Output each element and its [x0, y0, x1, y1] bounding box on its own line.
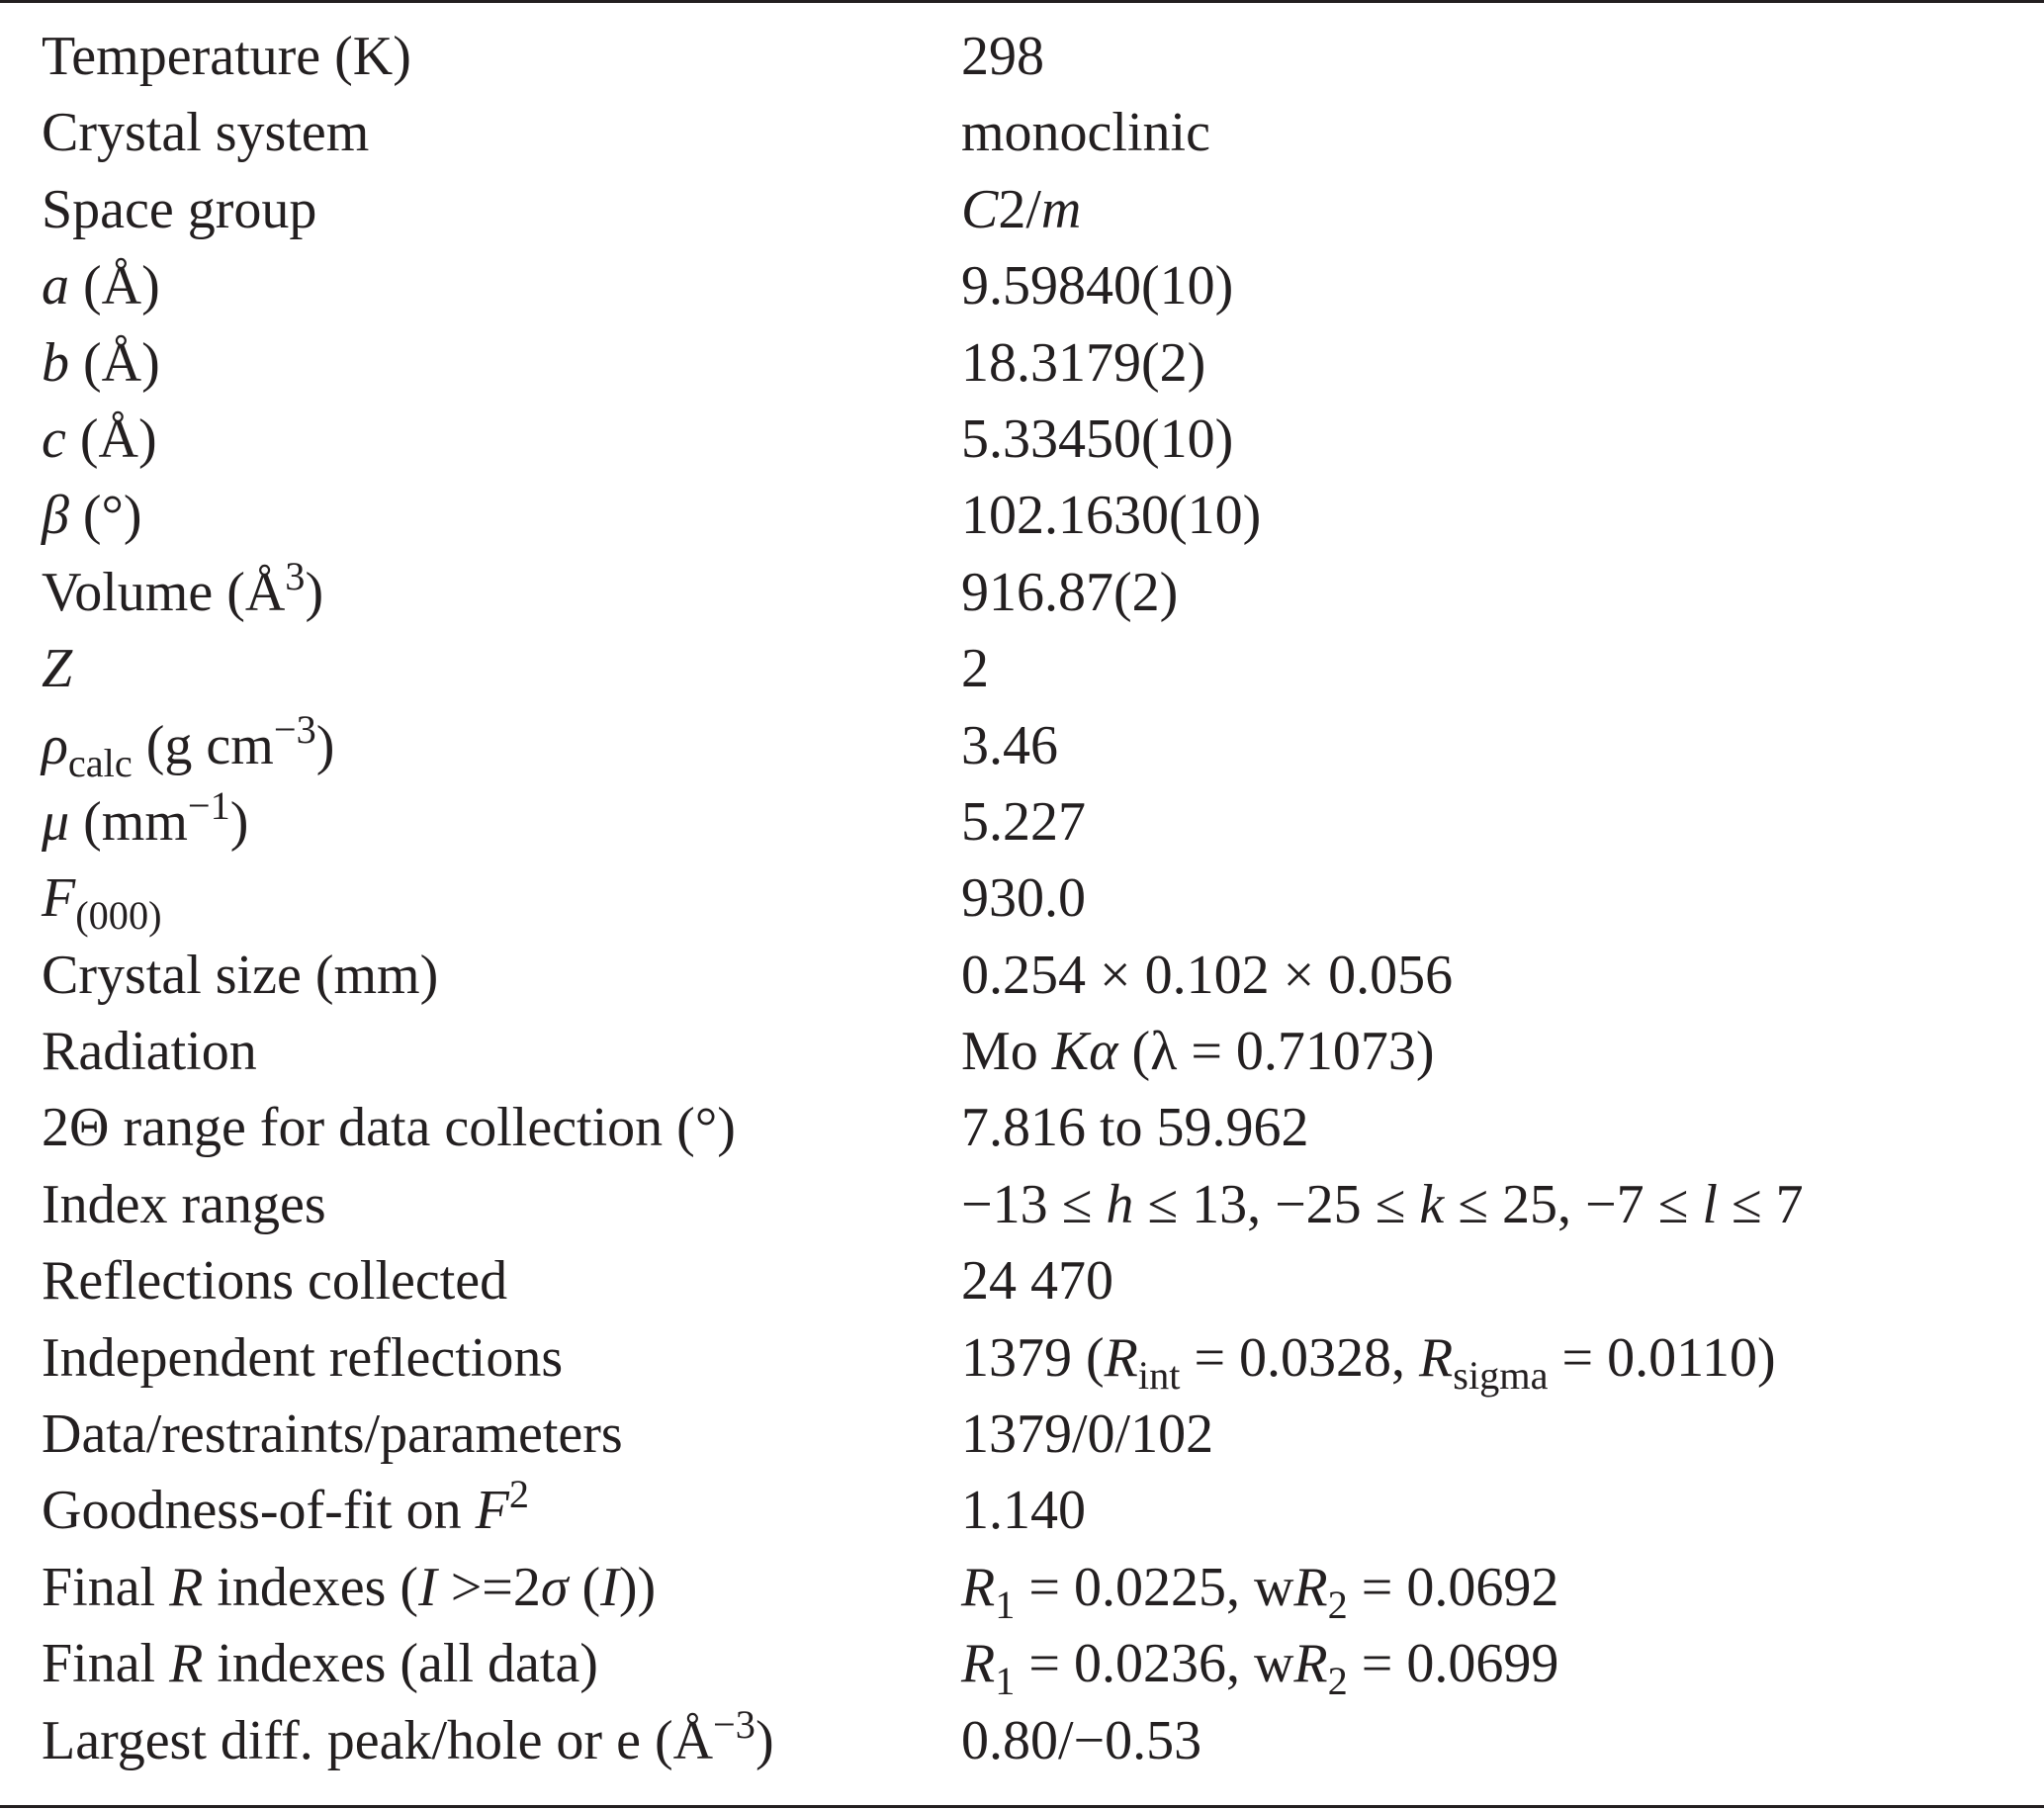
row-value: $R_1 = 0.0225$, $wR_2 = 0.0692$ [961, 1556, 1559, 1627]
row-value: monoclinic [961, 102, 1210, 164]
row-value: 9.59840(10) [961, 255, 1234, 317]
row-value: Mo Kα (λ = 0.71073) [961, 1021, 1435, 1083]
row-value: 102.1630(10) [961, 485, 1262, 547]
table-row [0, 784, 2044, 860]
row-value: 5.33450(10) [961, 407, 1234, 470]
row-value: 1379 ($R_{int} = 0.0328$, $R_{sigma} = 0.0110$) [961, 1326, 1776, 1398]
row-label: Space group [42, 178, 317, 240]
row-label: Data/restraints/parameters [42, 1403, 623, 1466]
row-value: $R_1 = 0.0236$, $wR_2 = 0.0699$ [961, 1633, 1559, 1704]
row-label: Crystal size (mm) [42, 944, 439, 1006]
row-value: 0.254 × 0.102 × 0.056 [961, 944, 1454, 1006]
row-value: 3.46 [961, 714, 1058, 776]
row-label: Largest diff. peak/hole or e $(Å^{-3})$ [42, 1701, 774, 1771]
row-label: a (Å) [42, 255, 160, 317]
row-value: 24 470 [961, 1250, 1113, 1312]
row-label: Crystal system [42, 102, 370, 164]
table-bottom-rule [0, 1805, 2044, 1808]
row-value: 18.3179(2) [961, 331, 1206, 394]
table-row [0, 325, 2044, 402]
row-value: 0.80/−0.53 [961, 1709, 1202, 1771]
table-row [0, 1473, 2044, 1549]
row-label: b (Å) [42, 331, 160, 394]
row-label: Final R indexes (all data) [42, 1633, 598, 1695]
table-row [0, 1167, 2044, 1243]
row-label: Temperature (K) [42, 26, 411, 87]
row-value: 1.140 [961, 1480, 1086, 1542]
table-row [0, 478, 2044, 554]
row-value: 930.0 [961, 867, 1086, 930]
row-value: 7.816 to 59.962 [961, 1097, 1309, 1159]
row-value: 5.227 [961, 790, 1086, 853]
row-value: 2 [961, 638, 989, 700]
table-row [0, 555, 2044, 631]
table-row [0, 1626, 2044, 1702]
table-row [0, 1243, 2044, 1319]
table-row [0, 172, 2044, 248]
table-row [0, 1320, 2044, 1397]
row-value: 298 [961, 26, 1044, 87]
row-label: Final R indexes (I >=2σ (I)) [42, 1556, 657, 1618]
table-row [0, 860, 2044, 937]
table-row [0, 402, 2044, 478]
row-label: 2Θ range for data collection (°) [42, 1097, 736, 1159]
row-label: Z [42, 638, 73, 700]
row-label: Goodness-of-fit on $F^2$ [42, 1472, 529, 1542]
row-value: 916.87(2) [961, 561, 1179, 623]
table-row [0, 95, 2044, 171]
table-row [0, 708, 2044, 784]
row-label: $F_{(000)}$ [42, 867, 162, 939]
row-value: 1379/0/102 [961, 1403, 1214, 1466]
row-label: μ $(mm^{-1})$ [42, 782, 249, 853]
row-label: Radiation [42, 1021, 257, 1083]
row-value: C2/m [961, 178, 1082, 240]
table-row [0, 631, 2044, 707]
row-label: Independent reflections [42, 1326, 564, 1389]
row-label: c (Å) [42, 407, 157, 470]
table-row [0, 938, 2044, 1014]
table-row [0, 19, 2044, 95]
row-value: −13 ≤ h ≤ 13, −25 ≤ k ≤ 25, −7 ≤ l ≤ 7 [961, 1173, 1804, 1235]
table-row [0, 1550, 2044, 1626]
crystal-data-table [0, 19, 2044, 1779]
table-row [0, 1397, 2044, 1473]
table-top-rule [0, 0, 2044, 3]
row-label: Reflections collected [42, 1250, 508, 1312]
row-label: Volume $(Å^3)$ [42, 553, 324, 623]
row-label: β (°) [42, 485, 142, 547]
table-row [0, 1090, 2044, 1166]
row-label: Index ranges [42, 1173, 326, 1235]
row-label: $\rho_{calc}$ (g $cm^{-3}$) [42, 706, 335, 785]
table-row [0, 1703, 2044, 1779]
table-row [0, 1014, 2044, 1090]
table-row [0, 248, 2044, 324]
